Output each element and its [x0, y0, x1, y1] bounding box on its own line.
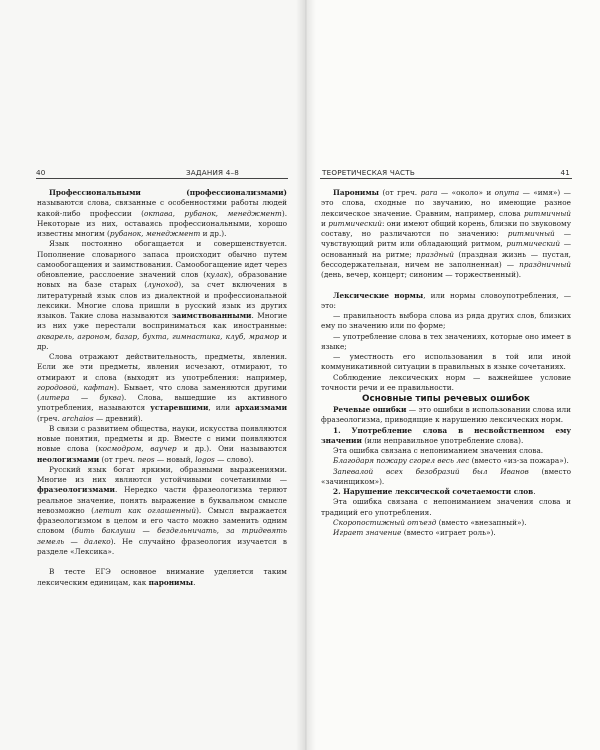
text-run: (от греч.	[99, 454, 138, 464]
paragraph-borrowed-words	[37, 239, 287, 352]
paragraph-lexical-norms	[321, 291, 571, 312]
text-run: Профессиональными (профессионализмами)	[49, 188, 287, 197]
text-run: ). Не случайно фразеология изучается в разделе «Лексика».	[37, 536, 287, 556]
text-run: — слово).	[214, 454, 254, 464]
text-run: кулак	[206, 270, 229, 279]
right-running-head: ТЕОРЕТИЧЕСКАЯ ЧАСТЬ	[322, 168, 416, 177]
text-run: Паронимы	[333, 188, 379, 197]
text-run: (вместо «играет роль»).	[401, 528, 496, 538]
text-run: .	[533, 487, 536, 497]
paragraph-professionalisms	[37, 188, 287, 239]
text-run: ). Слова, вышедшие из активного употребления, называются	[37, 393, 288, 413]
error-type-2-example-1	[321, 518, 571, 528]
text-run: Скоропостижный отъезд	[333, 517, 437, 527]
text-run: летит как оглашенный	[94, 505, 197, 515]
text-run: ). Некоторые из них, оставаясь профессиональными, хорошо известны многим (	[37, 208, 288, 238]
text-run: ритмический	[328, 218, 382, 228]
text-run: 2. Нарушение лексической сочетаемости слов	[333, 487, 534, 497]
text-run: праздничный	[519, 259, 571, 269]
paragraph-neologisms	[37, 424, 287, 465]
text-run: праздный	[416, 249, 454, 259]
text-run: ), образование новых на базе старых (	[37, 270, 287, 290]
error-type-1-explanation	[321, 446, 571, 456]
list-item-norm-appropriateness	[321, 352, 571, 373]
text-run: литера — буква	[39, 393, 122, 402]
right-running-header	[322, 168, 570, 182]
text-run: Русский язык богат яркими, образными выражениями. Многие из них являются устойчивыми сочетаниями —	[37, 464, 287, 484]
text-run: — «около» и	[437, 188, 495, 197]
text-run: . Нередко части фразеологизма теряют реальное значение, понять выражение в буквальном смысле невозможно (	[37, 485, 287, 515]
text-run: Лексические нормы	[333, 290, 424, 300]
text-run: луноход	[147, 280, 179, 290]
text-run: и др.	[37, 331, 288, 351]
text-run: .	[193, 577, 196, 587]
text-run: ритмический	[506, 239, 561, 249]
right-text-column	[321, 188, 571, 538]
text-run: акварель, агроном, базар, бухта, гимнастика, клуб, мрамор	[37, 331, 279, 341]
paragraph-exam-focus	[37, 567, 287, 588]
text-run: (праздная жизнь — пустая, бессодержательная, ничем не заполненная) —	[321, 249, 571, 269]
text-run: Благодаря пожару сгорел весь лес	[333, 456, 470, 466]
text-run: устаревшими	[150, 403, 209, 413]
text-run: и др.).	[200, 229, 227, 238]
text-run: — древний).	[93, 413, 143, 423]
text-run: Запевалой всех безобразий был Иванов	[333, 466, 529, 476]
text-run: Эта ошибка связана с непониманием значения слова и традиций его употребления.	[321, 497, 571, 517]
list-item-norm-meaning	[321, 332, 571, 353]
paragraph-paronyms	[321, 188, 571, 280]
text-run: ). Бывает, что слова заменяются другими (	[37, 382, 288, 402]
section-title: Основные типы речевых ошибок	[361, 394, 531, 405]
text-run: неологизмами	[37, 454, 100, 464]
text-run: — чувствующий ритм или обладающий ритмом,	[321, 229, 571, 249]
text-run: , или	[208, 403, 236, 413]
text-run: архаизмами	[235, 403, 287, 413]
paragraph-phraseologisms	[37, 465, 287, 557]
book-spine-shadow	[296, 0, 316, 750]
text-run: — уместность его использования в той или иной коммуникативной ситуации в правильных в языке сочетаниях.	[321, 352, 571, 372]
list-item-norm-choice	[321, 311, 571, 332]
text-run: Слова отражают действительность, предметы, явления. Если же эти предметы, явления исчезают, отмирают, то отмирают и слова (выходят из употребления: например,	[37, 352, 287, 382]
text-run: (вместо «из-за пожара»).	[469, 456, 569, 466]
text-run: ритмичный	[523, 208, 571, 218]
text-run: паронимы	[148, 577, 194, 587]
paragraph-speech-errors	[321, 405, 571, 426]
text-run: — это ошибки в использовании слова или фразеологизма, приводящие к нарушению лексических норм.	[321, 405, 572, 425]
right-header-rule	[320, 178, 572, 179]
text-run: — «имя») — это слова, сходные по звучанию, но имеющие разное лексическое значение. Сравним, например, слова	[321, 188, 571, 218]
text-run: (день, вечер, концерт; синоним — торжественный).	[321, 270, 522, 279]
text-run: называются слова, связанные с особенностями работы людей какой-либо профессии (	[37, 198, 287, 218]
text-run: ). Смысл выражается фразеологизмом в целом и его часто можно заменить одним словом (	[37, 505, 287, 536]
text-run: фразеологизмами	[37, 485, 115, 495]
text-run: (вместо «зачинщиком»).	[321, 466, 571, 486]
text-run: : они имеют общий корень, близки по звуковому составу, но различаются по значению:	[321, 218, 571, 238]
text-run: , или нормы словоупотребления, — это:	[321, 290, 571, 310]
left-running-header	[36, 168, 286, 182]
text-run: archaios	[62, 413, 94, 423]
text-run: — основанный на ритме;	[321, 239, 571, 259]
text-run: заимствованными	[171, 311, 252, 320]
text-run: — новый,	[154, 454, 196, 464]
text-run: ), за счет включения в литературный язык слов из диалектной и профессиональной лексики. Многие слова пришли в русский язык из других языков. Такие слова называются	[37, 280, 287, 320]
text-run: октава, рубанок, менеджмент	[144, 208, 282, 218]
error-type-2-explanation	[321, 497, 571, 518]
error-type-2-example-2	[321, 528, 571, 538]
error-type-1-heading	[321, 426, 571, 447]
text-run: бить баклуши — бездельничать, за тридевять земель — далеко	[37, 526, 287, 546]
text-run: — правильность выбора слова из ряда других слов, близких ему по значению или по форме;	[321, 311, 571, 331]
text-run: (вместо «внезапный»).	[436, 517, 527, 527]
left-running-head: ЗАДАНИЯ 4–8	[186, 168, 240, 177]
text-run: para	[420, 188, 438, 197]
left-header-rule	[36, 178, 288, 179]
text-run: 1. Употребление слова в несвойственном ему значении	[321, 425, 571, 445]
text-run: и	[321, 218, 329, 228]
text-run: . Многие из них уже перестали восприниматься как иностранные:	[37, 311, 288, 331]
text-run: Речевые ошибки	[333, 405, 407, 415]
text-run: Играет значение	[333, 528, 402, 538]
text-run: (или неправильное употребление слова).	[361, 435, 524, 445]
error-type-1-example-1	[321, 456, 571, 466]
left-page-number: 40	[36, 168, 46, 177]
paragraph-archaisms	[37, 352, 287, 424]
text-run: В тесте ЕГЭ основное внимание уделяется таким лексическим единицам, как	[37, 567, 287, 587]
text-run: — употребление слова в тех значениях, которые оно имеет в языке;	[321, 331, 571, 351]
text-run: Эта ошибка связана с непониманием значения слова.	[333, 446, 544, 456]
text-run: (греч.	[37, 413, 63, 423]
text-run: и др.). Они называются	[176, 444, 287, 454]
text-run: космодром, ваучер	[98, 444, 177, 454]
text-run: городовой, кафтан	[37, 382, 114, 392]
text-run: logos	[195, 454, 215, 464]
left-text-column	[37, 188, 287, 588]
error-type-1-example-2	[321, 467, 571, 488]
text-run: Язык постоянно обогащается и совершенствуется. Пополнение словарного запаса происходит обычно путем самообогащения и заимствования. Самообогащение идет через обновление, расслоение значений слов (	[37, 239, 287, 279]
text-run: neos	[137, 454, 155, 464]
paragraph-norms-importance	[321, 373, 571, 394]
right-page-number: 41	[560, 168, 570, 177]
text-run: (от греч.	[379, 188, 421, 197]
text-run: В связи с развитием общества, науки, искусства появляются новые понятия, предметы и др. Вместе с ними появляются новые слова (	[37, 423, 287, 454]
text-run: onyma	[494, 188, 520, 197]
error-type-2-heading	[321, 487, 571, 497]
text-run: ритмичный	[507, 229, 555, 238]
text-run: рубанок, менеджмент	[109, 229, 201, 238]
text-run: Соблюдение лексических норм — важнейшее условие точности речи и ее правильности.	[321, 372, 571, 392]
